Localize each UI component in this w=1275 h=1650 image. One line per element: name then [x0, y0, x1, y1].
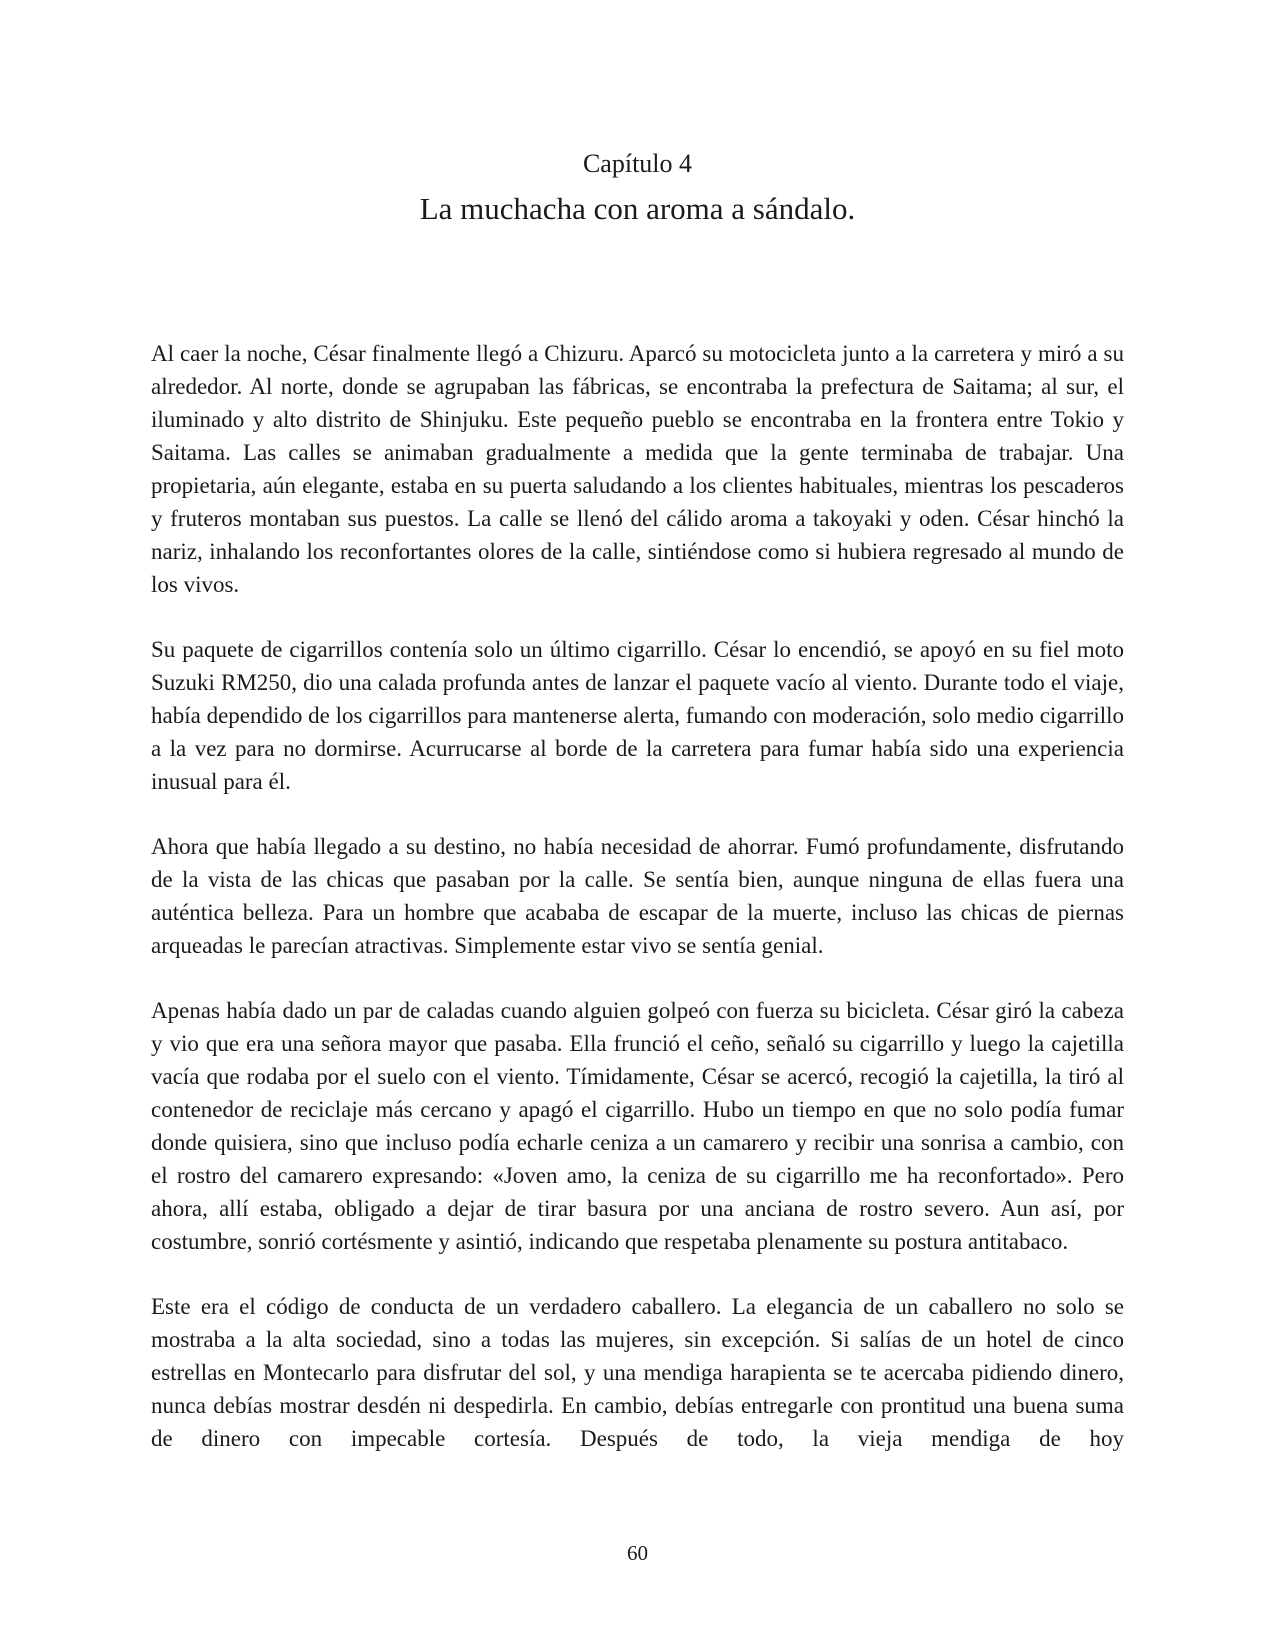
chapter-title: La muchacha con aroma a sándalo. — [419, 191, 856, 226]
paragraph-3: Ahora que había llegado a su destino, no había necesidad de ahorrar. Fumó profundamente, disfrutando de la vista de las chicas que pasaban por la calle. Se sentía bien, aunque ninguna de ellas fuera una auténtica belleza. Para un hombre que acababa de escapar de la muerte, incluso las chicas de piernas arqueadas le parecían atractivas. Simplemente estar vivo se sentía genial. — [151, 834, 1124, 958]
paragraph-5: Este era el código de conducta de un verdadero caballero. La elegancia de un caballero no solo se mostraba a la alta sociedad, sino a todas las mujeres, sin excepción. Si salías de un hotel de cinco estrellas en Montecarlo para disfrutar del sol, y una mendiga harapienta se te acercaba pidiendo dinero, nunca debías mostrar desdén ni despedirla. En cambio, debías entregarle con prontitud una buena suma de dinero con impecable cortesía. Después de todo, la vieja mendiga de hoy — [151, 1294, 1124, 1451]
page-number: 60 — [627, 1541, 648, 1565]
chapter-body — [151, 337, 1124, 1487]
paragraph-1: Al caer la noche, César finalmente llegó a Chizuru. Aparcó su motocicleta junto a la carretera y miró a su alrededor. Al norte, donde se agrupaban las fábricas, se encontraba la prefectura de Saitama; al sur, el iluminado y alto distrito de Shinjuku. Este pequeño pueblo se encontraba en la frontera entre Tokio y Saitama. Las calles se animaban gradualmente a medida que la gente terminaba de trabajar. Una propietaria, aún elegante, estaba en su puerta saludando a los clientes habituales, mientras los pescaderos y fruteros montaban sus puestos. La calle se llenó del cálido aroma a takoyaki y oden. César hinchó la nariz, inhalando los reconfortantes olores de la calle, sintiéndose como si hubiera regresado al mundo de los vivos. — [151, 341, 1124, 597]
paragraph-4: Apenas había dado un par de caladas cuando alguien golpeó con fuerza su bicicleta. César giró la cabeza y vio que era una señora mayor que pasaba. Ella frunció el ceño, señaló su cigarrillo y luego la cajetilla vacía que rodaba por el suelo con el viento. Tímidamente, César se acercó, recogió la cajetilla, la tiró al contenedor de reciclaje más cercano y apagó el cigarrillo. Hubo un tiempo en que no solo podía fumar donde quisiera, sino que incluso podía echarle ceniza a un camarero y recibir una sonrisa a cambio, con el rostro del camarero expresando: «Joven amo, la ceniza de su cigarrillo me ha reconfortado». Pero ahora, allí estaba, obligado a dejar de tirar basura por una anciana de rostro severo. Aun así, por costumbre, sonrió cortésmente y asintió, indicando que respetaba plenamente su postura antitabaco. — [151, 998, 1124, 1254]
chapter-number: Capítulo 4 — [582, 149, 693, 178]
paragraph-2: Su paquete de cigarrillos contenía solo un último cigarrillo. César lo encendió, se apoyó en su fiel moto Suzuki RM250, dio una calada profunda antes de lanzar el paquete vacío al viento. Durante todo el viaje, había dependido de los cigarrillos para mantenerse alerta, fumando con moderación, solo medio cigarrillo a la vez para no dormirse. Acurrucarse al borde de la carretera para fumar había sido una experiencia inusual para él. — [151, 637, 1124, 794]
